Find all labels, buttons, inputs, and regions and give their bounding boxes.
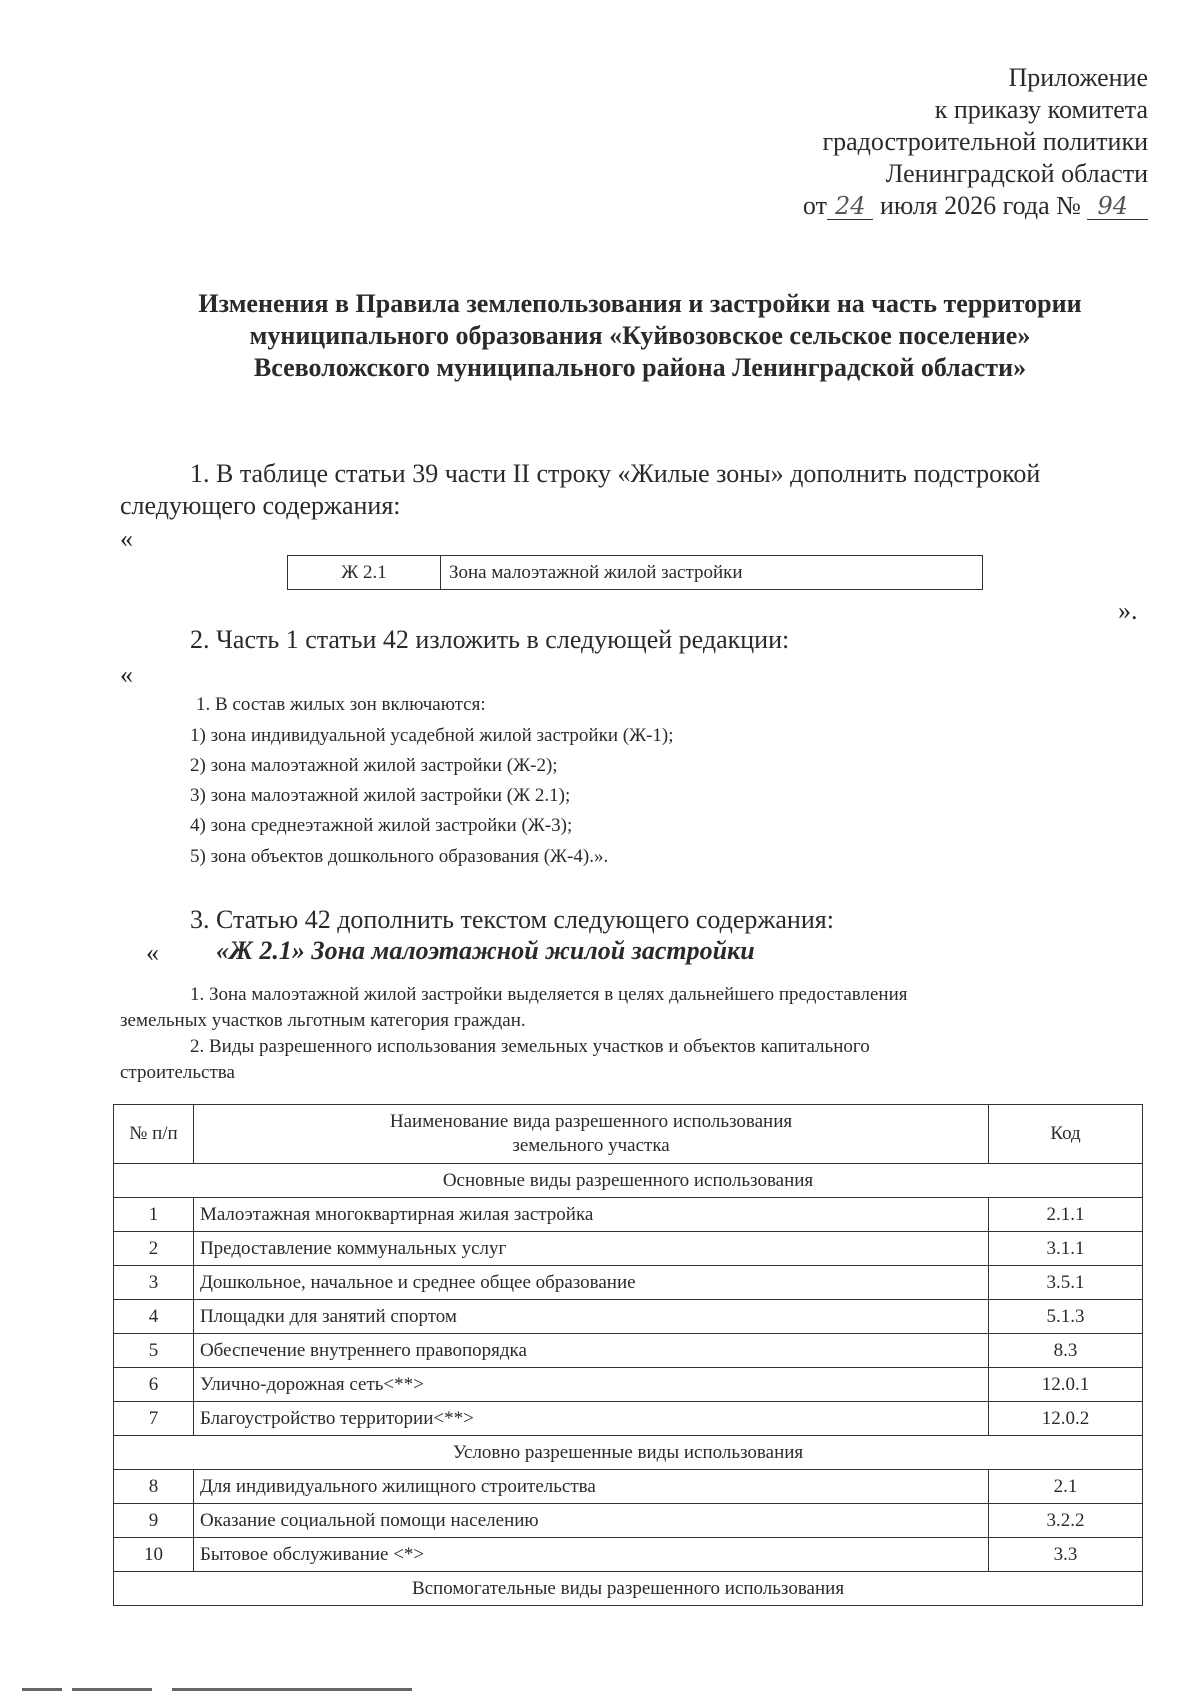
section-row [114, 1572, 1143, 1606]
table-row [114, 1266, 1143, 1300]
zone-subheading: «Ж 2.1» Зона малоэтажной жилой застройки [216, 936, 755, 965]
row-code: 3.1.1 [989, 1232, 1143, 1266]
row-num: 1 [114, 1198, 194, 1232]
appendix-line: градостроительной политики [822, 127, 1148, 156]
table-row [114, 1232, 1143, 1266]
item3-open-quote: « [146, 938, 159, 967]
paragraph2-line2: строительства [120, 1062, 235, 1083]
row-num: 9 [114, 1504, 194, 1538]
row-name: Оказание социальной помощи населению [193, 1504, 988, 1538]
row-code: 2.1 [989, 1470, 1143, 1504]
row-code: 12.0.2 [989, 1402, 1143, 1436]
table-row [114, 1402, 1143, 1436]
table-row [114, 1504, 1143, 1538]
item1-close-quote: ». [1118, 596, 1138, 625]
row-num: 3 [114, 1266, 194, 1300]
header-name [193, 1105, 988, 1164]
row-code: 8.3 [989, 1334, 1143, 1368]
section-conditional-label: Условно разрешенные виды использования [114, 1436, 1143, 1470]
zone-name-cell: Зона малоэтажной жилой застройки [441, 556, 983, 590]
row-num: 4 [114, 1300, 194, 1334]
row-code: 12.0.1 [989, 1368, 1143, 1402]
appendix-date-line [803, 190, 1148, 222]
row-name: Бытовое обслуживание <*> [193, 1538, 988, 1572]
paragraph2-line1: 2. Виды разрешенного использования земельных участков и объектов капитального [190, 1036, 870, 1057]
row-num: 10 [114, 1538, 194, 1572]
scan-artifact [22, 1688, 62, 1691]
header-num: № п/п [114, 1105, 194, 1164]
title-line: Изменения в Правила землепользования и застройки на часть территории [198, 289, 1082, 318]
row-code: 3.3 [989, 1538, 1143, 1572]
section-main-label: Основные виды разрешенного использования [114, 1164, 1143, 1198]
title-line: Всеволожского муниципального района Ленинградской области» [253, 353, 1027, 382]
item1-line2: следующего содержания: [120, 491, 401, 520]
item1-line1: 1. В таблице статьи 39 части II строку «Жилые зоны» дополнить подстрокой [190, 459, 1041, 488]
row-name: Малоэтажная многоквартирная жилая застройка [193, 1198, 988, 1232]
section-row [114, 1164, 1143, 1198]
row-name: Площадки для занятий спортом [193, 1300, 988, 1334]
scan-artifact [172, 1688, 412, 1691]
zone-code-cell: Ж 2.1 [288, 556, 441, 590]
section-row [114, 1436, 1143, 1470]
appendix-line: Приложение [1008, 63, 1148, 92]
row-num: 5 [114, 1334, 194, 1368]
row-name: Для индивидуального жилищного строительства [193, 1470, 988, 1504]
row-name: Обеспечение внутреннего правопорядка [193, 1334, 988, 1368]
zone-table [287, 555, 983, 590]
handwritten-day: 24 [827, 193, 874, 220]
header-code: Код [989, 1105, 1143, 1164]
appendix-line: Ленинградской области [885, 159, 1148, 188]
item1-open-quote: « [120, 524, 133, 553]
date-prefix: от [802, 191, 827, 220]
list-item: 2) зона малоэтажной жилой застройки (Ж-2); [190, 755, 558, 776]
table-row [114, 1538, 1143, 1572]
row-code: 3.5.1 [989, 1266, 1143, 1300]
table-row [114, 1198, 1143, 1232]
table-row [114, 1470, 1143, 1504]
paragraph1-line2: земельных участков льготным категория граждан. [120, 1010, 526, 1031]
item2-line1: 2. Часть 1 статьи 42 изложить в следующей редакции: [190, 625, 790, 654]
row-code: 3.2.2 [989, 1504, 1143, 1538]
row-num: 7 [114, 1402, 194, 1436]
appendix-block [803, 62, 1148, 222]
table-row [114, 1300, 1143, 1334]
row-num: 6 [114, 1368, 194, 1402]
document-title [120, 288, 1160, 384]
item2-open-quote: « [120, 660, 133, 689]
list-intro: 1. В состав жилых зон включаются: [196, 694, 486, 715]
row-name: Благоустройство территории<**> [193, 1402, 988, 1436]
table-row [288, 556, 983, 590]
title-line: муниципального образования «Куйвозовское сельское поселение» [249, 321, 1031, 350]
list-item: 4) зона среднеэтажной жилой застройки (Ж-3); [190, 815, 573, 836]
handwritten-number: 94 [1087, 193, 1148, 220]
table-row [114, 1368, 1143, 1402]
table-header-row [114, 1105, 1143, 1164]
list-item: 3) зона малоэтажной жилой застройки (Ж 2.1); [190, 785, 571, 806]
scan-artifact [72, 1688, 152, 1691]
header-name-line: Наименование вида разрешенного использования [389, 1111, 793, 1132]
list-item: 5) зона объектов дошкольного образования (Ж-4).». [190, 846, 609, 867]
paragraph1-line1: 1. Зона малоэтажной жилой застройки выделяется в целях дальнейшего предоставления [190, 984, 908, 1005]
permitted-uses-table [113, 1104, 1143, 1606]
row-name: Предоставление коммунальных услуг [193, 1232, 988, 1266]
item3-line1: 3. Статью 42 дополнить текстом следующего содержания: [190, 905, 834, 934]
table-row [114, 1334, 1143, 1368]
row-name: Улично-дорожная сеть<**> [193, 1368, 988, 1402]
appendix-line: к приказу комитета [934, 95, 1148, 124]
header-name-line: земельного участка [512, 1135, 670, 1156]
row-num: 2 [114, 1232, 194, 1266]
row-name: Дошкольное, начальное и среднее общее образование [193, 1266, 988, 1300]
list-item: 1) зона индивидуальной усадебной жилой застройки (Ж-1); [190, 725, 674, 746]
row-num: 8 [114, 1470, 194, 1504]
section-auxiliary-label: Вспомогательные виды разрешенного использования [114, 1572, 1143, 1606]
date-rest: июля 2026 года № [879, 191, 1081, 220]
row-code: 5.1.3 [989, 1300, 1143, 1334]
row-code: 2.1.1 [989, 1198, 1143, 1232]
